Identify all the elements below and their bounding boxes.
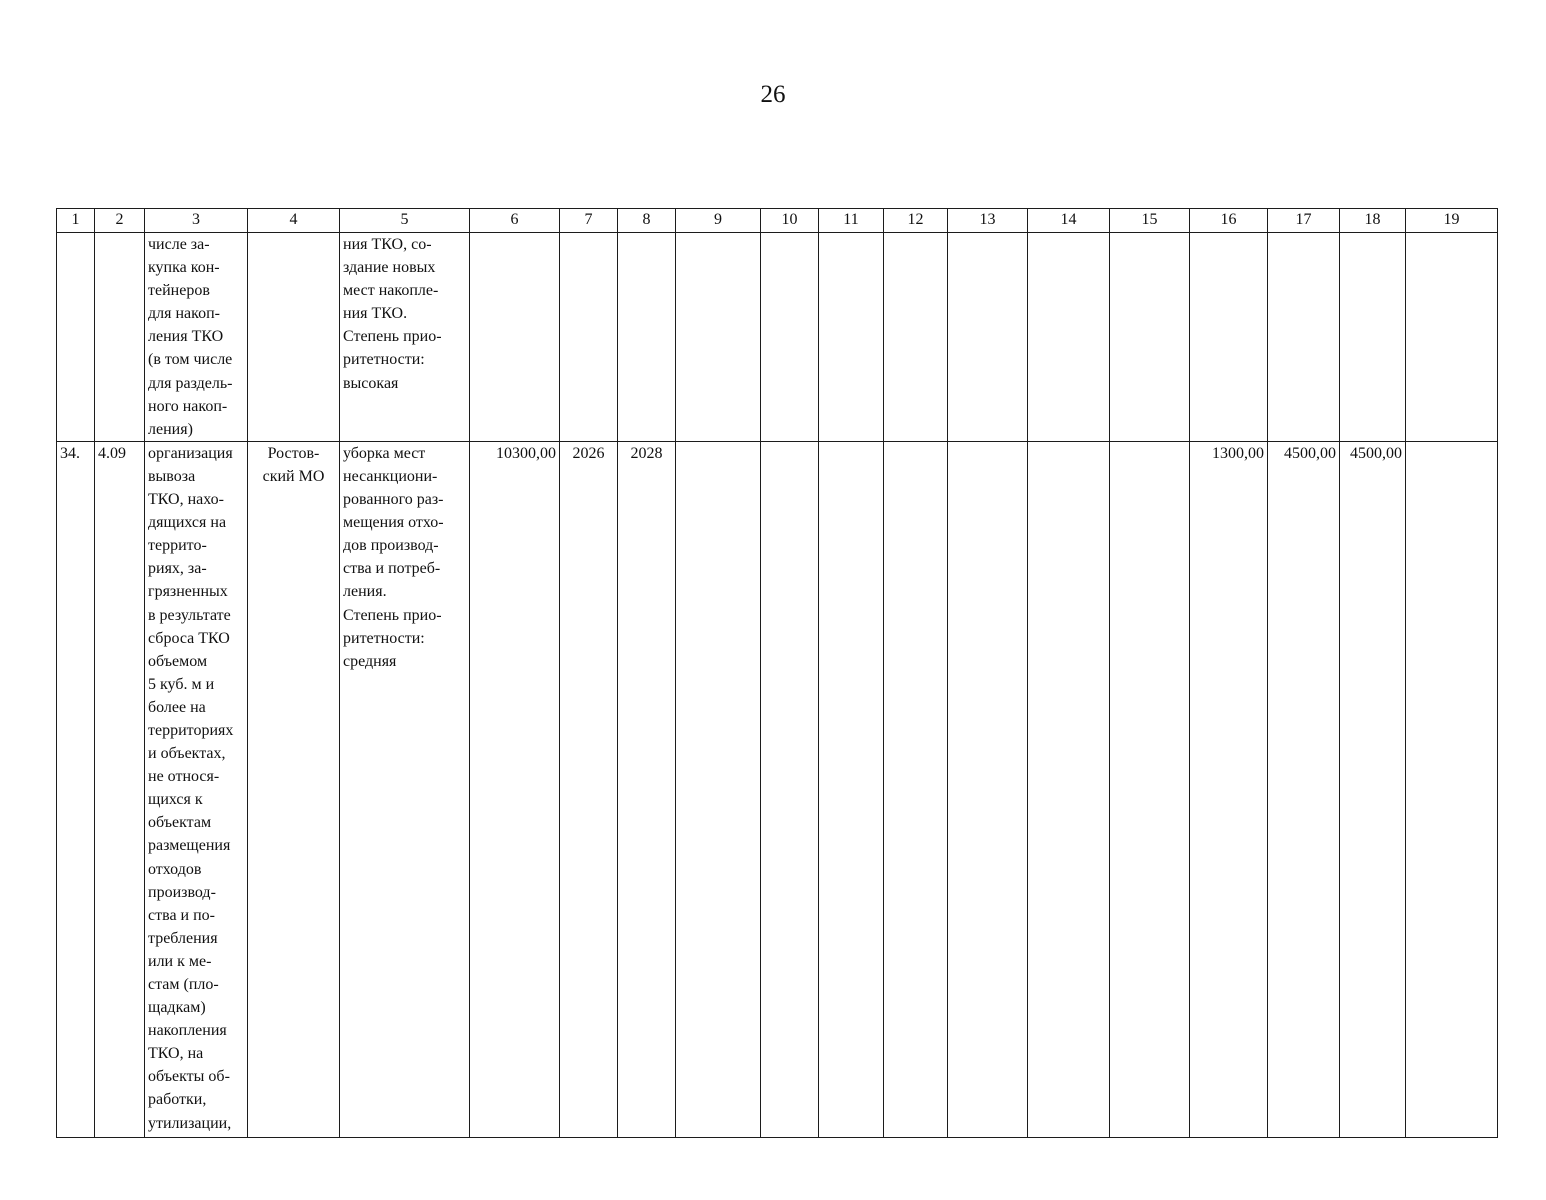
cell-code: 4.09 — [95, 441, 145, 1137]
column-number: 19 — [1406, 209, 1498, 233]
table-row-34 — [57, 441, 1498, 1137]
column-number: 13 — [948, 209, 1028, 233]
cell-col-18 — [1340, 233, 1406, 442]
cell-total-cost — [470, 233, 560, 442]
program-table — [56, 208, 1498, 1138]
cell-code — [95, 233, 145, 442]
cell-municipality — [248, 233, 340, 442]
column-number: 10 — [761, 209, 819, 233]
cell-end-year: 2028 — [618, 441, 676, 1137]
cell-col-17: 4500,00 — [1268, 441, 1340, 1137]
cell-number — [57, 233, 95, 442]
cell-col-19 — [1406, 441, 1498, 1137]
column-number: 7 — [560, 209, 618, 233]
cell-col-19 — [1406, 233, 1498, 442]
cell-col-10 — [761, 233, 819, 442]
cell-col-13 — [948, 233, 1028, 442]
column-number: 4 — [248, 209, 340, 233]
column-number: 5 — [340, 209, 470, 233]
column-number: 15 — [1110, 209, 1190, 233]
column-number: 8 — [618, 209, 676, 233]
cell-description: уборка мест несанкциони- рованного раз- мещения отхо- дов производ- ства и потреб- ления. Степень прио- ритетности: средняя — [340, 441, 470, 1137]
column-number: 14 — [1028, 209, 1110, 233]
cell-col-12 — [884, 233, 948, 442]
column-number: 1 — [57, 209, 95, 233]
column-number: 9 — [676, 209, 761, 233]
cell-col-9 — [676, 233, 761, 442]
column-number: 2 — [95, 209, 145, 233]
column-number: 3 — [145, 209, 248, 233]
cell-col-17 — [1268, 233, 1340, 442]
cell-col-18: 4500,00 — [1340, 441, 1406, 1137]
column-number: 18 — [1340, 209, 1406, 233]
column-number: 6 — [470, 209, 560, 233]
column-number: 17 — [1268, 209, 1340, 233]
cell-col-13 — [948, 441, 1028, 1137]
cell-col-16: 1300,00 — [1190, 441, 1268, 1137]
cell-start-year: 2026 — [560, 441, 618, 1137]
column-number: 11 — [819, 209, 884, 233]
cell-col-11 — [819, 233, 884, 442]
cell-measure-name: организация вывоза ТКО, нахо- дящихся на террито- риях, за- грязненных в результате сброса ТКО объемом 5 куб. м и более на территориях и объектах, не относя- щихся к объектам размещения отходов производ- ства и по- требления или к ме- стам (пло- щадкам) накопления ТКО, на объекты об- работки, утилизации, — [145, 441, 248, 1137]
cell-col-16 — [1190, 233, 1268, 442]
cell-start-year — [560, 233, 618, 442]
page-number: 26 — [760, 81, 786, 108]
cell-col-9 — [676, 441, 761, 1137]
column-number: 16 — [1190, 209, 1268, 233]
column-number: 12 — [884, 209, 948, 233]
column-number-row — [57, 209, 1498, 233]
cell-municipality: Ростов- ский МО — [248, 441, 340, 1137]
cell-measure-name: числе за- купка кон- тейнеров для накоп- ления ТКО (в том числе для раздель- ного накоп- ления) — [145, 233, 248, 442]
cell-end-year — [618, 233, 676, 442]
cell-col-12 — [884, 441, 948, 1137]
cell-col-14 — [1028, 441, 1110, 1137]
table-row-continuation — [57, 233, 1498, 442]
cell-col-11 — [819, 441, 884, 1137]
cell-number: 34. — [57, 441, 95, 1137]
cell-col-10 — [761, 441, 819, 1137]
cell-total-cost: 10300,00 — [470, 441, 560, 1137]
cell-col-15 — [1110, 441, 1190, 1137]
cell-description: ния ТКО, со- здание новых мест накопле- ния ТКО. Степень прио- ритетности: высокая — [340, 233, 470, 442]
cell-col-15 — [1110, 233, 1190, 442]
cell-col-14 — [1028, 233, 1110, 442]
